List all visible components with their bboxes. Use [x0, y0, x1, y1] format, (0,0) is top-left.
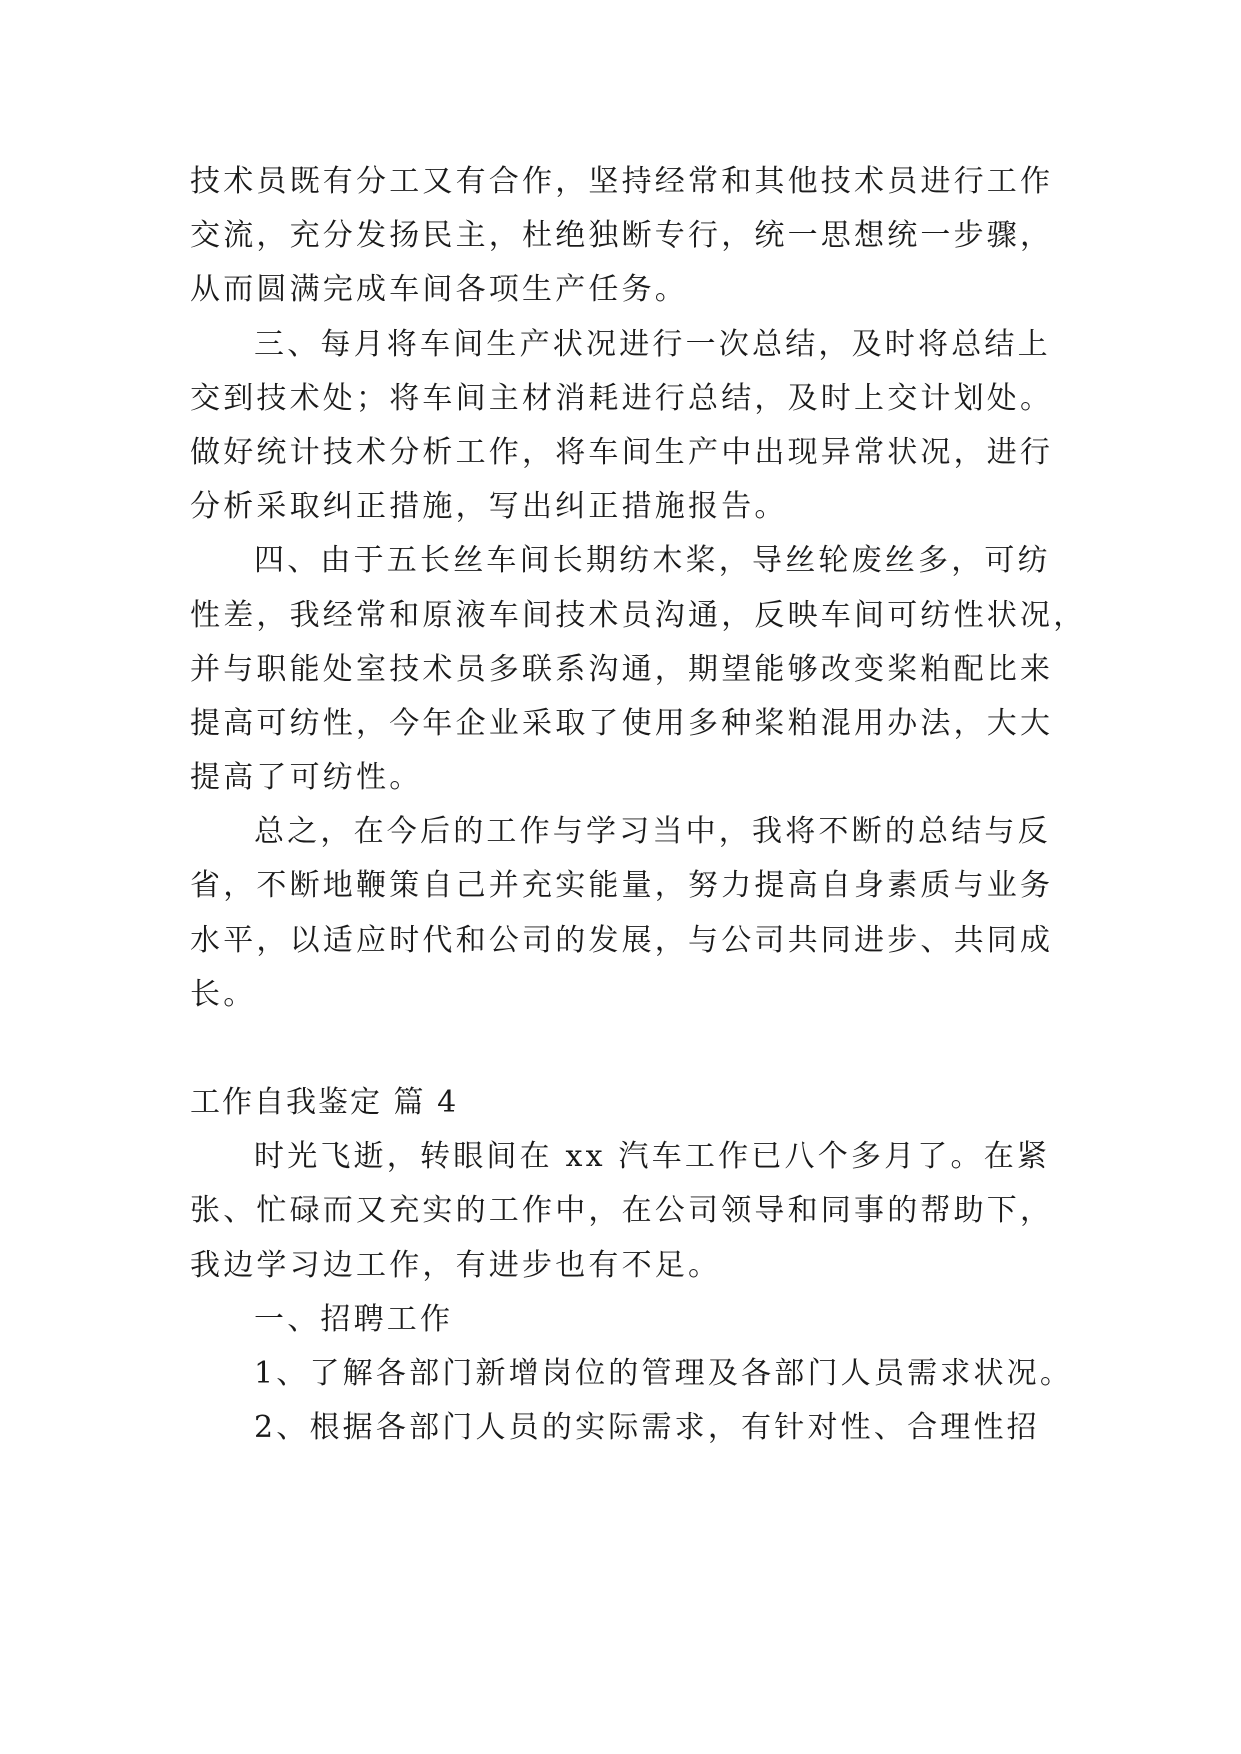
text-line: 三、每月将车间生产状况进行一次总结，及时将总结上 [254, 326, 1051, 362]
text-line: 技术员既有分工又有合作，坚持经常和其他技术员进行工作 [190, 164, 1054, 199]
section-heading: 工作自我鉴定 篇 4 [190, 1085, 459, 1120]
text-line: 做好统计技术分析工作，将车间生产中出现异常状况，进行 [190, 434, 1054, 470]
section-spacer [190, 1022, 1052, 1076]
text-line: 总之，在今后的工作与学习当中，我将不断的总结与反 [254, 814, 1051, 850]
text-line: 长。 [190, 976, 257, 1012]
text-line: 并与职能处室技术员多联系沟通，期望能够改变桨粕配比来 [190, 651, 1054, 687]
text-line: 四、由于五长丝车间长期纺木桨，导丝轮废丝多，可纺 [254, 543, 1051, 579]
paragraph-point-four [190, 534, 1087, 805]
text-line: 从而圆满完成车间各项生产任务。 [190, 272, 688, 308]
text-line: 交流，充分发扬民主，杜绝独断专行，统一思想统一步骤， [190, 218, 1054, 254]
text-line: 提高了可纺性。 [190, 760, 423, 796]
document-page [190, 155, 1087, 1455]
list-item: 2、根据各部门人员的实际需求，有针对性、合理性招 [254, 1410, 1040, 1446]
text-line: 张、忙碌而又充实的工作中，在公司领导和同事的帮助下， [190, 1193, 1054, 1229]
paragraph-continuation [190, 155, 1052, 318]
paragraph-conclusion [190, 805, 1052, 1022]
paragraph-point-three [190, 318, 1052, 535]
text-line: 提高可纺性，今年企业采取了使用多种桨粕混用办法，大大 [190, 705, 1054, 741]
subheading: 一、招聘工作 [254, 1301, 454, 1337]
text-line: 我边学习边工作，有进步也有不足。 [190, 1247, 722, 1283]
text-line: 交到技术处；将车间主材消耗进行总结，及时上交计划处。 [190, 380, 1054, 416]
list-item: 1、了解各部门新增岗位的管理及各部门人员需求状况。 [254, 1355, 1074, 1391]
paragraph-intro [190, 1130, 1052, 1293]
text-line: 性差，我经常和原液车间技术员沟通，反映车间可纺性状况， [190, 597, 1087, 633]
text-line: 分析采取纠正措施，写出纠正措施报告。 [190, 489, 788, 525]
text-line: 水平，以适应时代和公司的发展，与公司共同进步、共同成 [190, 922, 1054, 958]
text-line: 省，不断地鞭策自己并充实能量，努力提高自身素质与业务 [190, 868, 1054, 904]
text-line: 时光飞逝，转眼间在 xx 汽车工作已八个多月了。在紧 [254, 1139, 1051, 1175]
